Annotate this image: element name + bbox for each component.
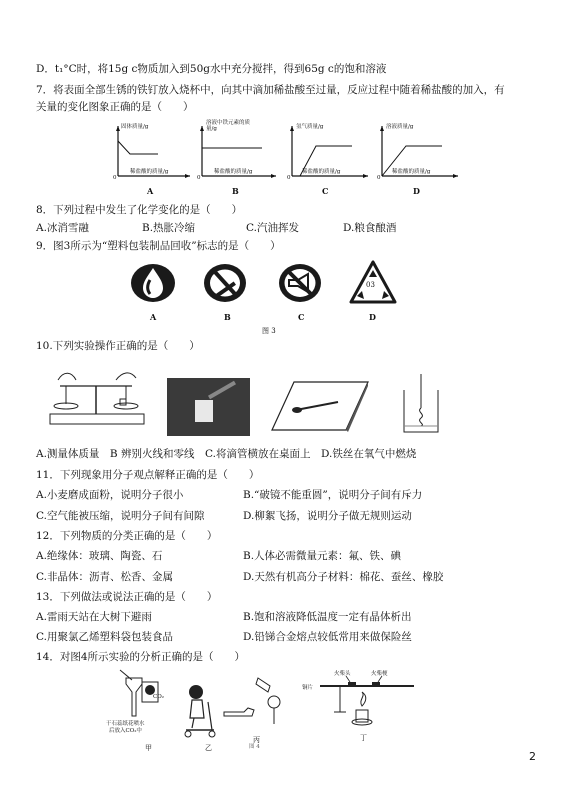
q14-label-ding: 丁	[360, 734, 367, 742]
q7-graph-a-plot	[112, 124, 192, 184]
q10-image-c-dropper	[270, 378, 370, 434]
q9-recycle-number: 03	[366, 281, 375, 289]
q14-ding-copper: 铜片	[302, 685, 314, 691]
q13-option-d: D.铅锑合金熔点较低常用来做保险丝	[243, 631, 412, 643]
q7-graph-d-label: D	[413, 186, 420, 196]
q7-graph-a-ylabel: 固体质量/g	[121, 124, 149, 130]
q12-option-b: B.人体必需微量元素：氟、铁、碘	[243, 550, 402, 562]
q14-image-yi-child-scooter	[182, 684, 218, 738]
q9-symbol-a-water-drop-icon	[130, 262, 176, 304]
q14-jia-co2: CO₂	[153, 694, 164, 700]
q7-graph-d-xlabel: 稀盐酸的质量/g	[392, 169, 431, 175]
q9-label-b: B	[224, 312, 231, 322]
q11-option-c: C.空气能被压缩，说明分子间有间隙	[36, 510, 205, 522]
q14-jia-note-line2: 后放入CO₂中	[109, 728, 142, 734]
q7-graph-d-plot	[376, 124, 460, 184]
q7-graph-b-ylabel: 溶液中铁元素的质量/g	[206, 120, 251, 132]
q9-label-a: A	[150, 312, 157, 322]
q9-figure-caption: 图 3	[262, 327, 276, 335]
page-number: 2	[529, 750, 536, 763]
q9-label-d: D	[369, 312, 376, 322]
q9-symbol-b-no-cigarette-icon	[203, 262, 247, 304]
q14-image-bing-hands	[222, 676, 294, 736]
q7-graph-d-origin: 0	[377, 175, 381, 181]
q6-option-d: D．t₁°C时，将15g c物质加入到50g水中充分搅拌，得到65g c的饱和溶液	[36, 63, 387, 75]
q7-graph-a-label: A	[147, 186, 154, 196]
q14-ding-match-stick: 火柴梗	[371, 671, 388, 677]
q10-options: A.测量体质量 B 辨别火线和零线 C.将滴管横放在桌面上 D.铁丝在氧气中燃烧	[36, 448, 417, 460]
q7-graph-b-origin: 0	[197, 175, 201, 181]
q12-option-a: A.绝缘体：玻璃、陶瓷、石	[36, 550, 163, 562]
q7-graph-d-ylabel: 溶液质量/g	[386, 124, 414, 130]
q7-stem-line2: 关量的变化图象正确的是（ ）	[36, 101, 194, 113]
q7-graph-c-ylabel: 氢气质量/g	[296, 124, 324, 130]
q10-stem: 10.下列实验操作正确的是（ ）	[36, 340, 200, 352]
q11-option-b: B.“破镜不能重圆”，说明分子间有斥力	[243, 489, 423, 501]
q7-graph-b-label: B	[232, 186, 239, 196]
q13-option-b: B.饱和溶液降低温度一定有晶体析出	[243, 611, 412, 623]
q12-option-c: C.非晶体：沥青、松香、金属	[36, 571, 173, 583]
q8-option-d: D.粮食酿酒	[343, 222, 397, 234]
q7-graph-c-label: C	[322, 186, 329, 196]
q10-image-b-photo	[167, 378, 250, 436]
q8-option-b: B.热胀冷缩	[142, 222, 196, 234]
q7-graph-a-xlabel: 稀盐酸的质量/g	[130, 169, 169, 175]
q11-stem: 11．下列现象用分子观点解释正确的是（ ）	[36, 469, 260, 481]
q8-stem: 8．下列过程中发生了化学变化的是（ ）	[36, 204, 243, 216]
q13-option-a: A.雷雨天站在大树下避雨	[36, 611, 152, 623]
q12-option-d: D.天然有机高分子材料：棉花、蚕丝、橡胶	[243, 571, 444, 583]
q14-stem: 14．对图4所示实验的分析正确的是（ ）	[36, 651, 246, 663]
q14-label-yi: 乙	[205, 744, 212, 752]
q7-graph-c-plot	[286, 124, 370, 184]
q10-photo-socket	[195, 400, 213, 422]
q14-ding-match-head: 火柴头	[334, 671, 351, 677]
q7-graph-a-origin: 0	[113, 175, 117, 181]
q10-image-d-iron-wire-burning	[396, 372, 446, 436]
q14-image-ding-copper-sheet	[300, 672, 416, 728]
q8-option-c: C.汽油挥发	[246, 222, 299, 234]
q14-label-jia: 甲	[145, 744, 152, 752]
q9-symbol-c-no-horn-icon	[278, 262, 322, 304]
q7-graph-b-plot	[196, 124, 278, 184]
q13-option-c: C.用聚氯乙烯塑料袋包装食品	[36, 631, 173, 643]
q9-stem: 9．图3所示为“塑料包装制品回收”标志的是（ ）	[36, 240, 281, 252]
q7-graph-c-xlabel: 稀盐酸的质量/g	[302, 169, 341, 175]
q14-jia-note-line1: 干石蕊纸花喷水	[106, 721, 145, 727]
q9-label-c: C	[298, 312, 305, 322]
q7-graph-b-xlabel: 稀盐酸的质量/g	[214, 169, 253, 175]
q12-stem: 12．下列物质的分类正确的是（ ）	[36, 530, 218, 542]
q11-option-a: A.小麦磨成面粉，说明分子很小	[36, 489, 184, 501]
q7-stem-line1: 7．将表面全部生锈的铁钉放入烧杯中，向其中滴加稀盐酸至过量，反应过程中随着稀盐酸的加入，有	[36, 84, 505, 96]
q14-figure-caption: 图 4	[249, 744, 260, 750]
q7-graph-c-origin: 0	[287, 175, 291, 181]
q8-option-a: A.冰消雪融	[36, 222, 89, 234]
q14-image-jia-flask	[112, 668, 172, 718]
q10-photo-tester	[208, 381, 236, 399]
q14-label-bing: 丙	[253, 736, 260, 744]
q10-image-a-balance	[46, 366, 148, 430]
q13-stem: 13．下列做法或说法正确的是（ ）	[36, 591, 218, 603]
q11-option-d: D.柳絮飞扬，说明分子做无规则运动	[243, 510, 412, 522]
